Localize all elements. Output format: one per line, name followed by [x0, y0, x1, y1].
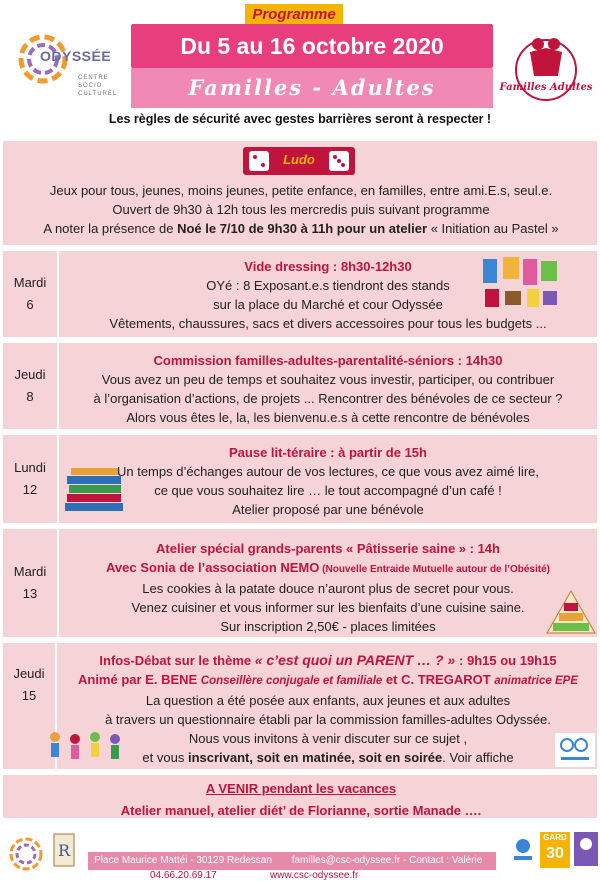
ludo-section: [2, 140, 598, 246]
food-pyramid-icon: [545, 589, 597, 635]
footer-website[interactable]: www.csc-odyssee.fr: [270, 870, 359, 881]
event-line: Vêtements, chaussures, sacs et divers accessoires pour tous les budgets ...: [109, 316, 547, 331]
event-line: Alors vous êtes le, la, les bienvenu.e.s à cette rencontre de bénévoles: [126, 410, 530, 425]
footer-email[interactable]: familles@csc-odyssee.fr - Contact : Valérie: [278, 852, 496, 870]
event-day: Lundi 12: [3, 435, 59, 523]
event-line: Atelier proposé par une bénévole: [232, 502, 424, 517]
event-day: Mardi 6: [3, 251, 59, 337]
event-line: OYé : 8 Exposant.e.s tiendront des stands: [206, 278, 450, 293]
svg-text:R: R: [57, 841, 71, 860]
event-line: Sur inscription 2,50€ - places limitées: [220, 619, 436, 634]
gard-label: GARD: [543, 833, 567, 842]
logo-name: ODYSSÉE: [40, 48, 112, 64]
event-line: Nous vous invitons à venir discuter sur ce sujet ,: [188, 731, 468, 746]
event-subtitle: Avec Sonia de l’association NEMO (Nouvelle Entraide Mutuelle autour de l’Obésité): [106, 560, 550, 575]
event-line: et vous inscrivant, soit en matinée, soit en soirée. Voir affiche: [142, 750, 514, 765]
event-row: [2, 642, 598, 770]
safety-notice: Les règles de sécurité avec gestes barrières seront à respecter !: [108, 112, 492, 126]
event-line: La question a été posée aux enfants, aux jeunes et aux adultes: [145, 693, 511, 708]
event-title: Vide dressing : 8h30-12h30: [244, 259, 412, 274]
avenir-text: Atelier manuel, atelier diét’ de Florianne, sortie Manade ….: [120, 803, 482, 818]
event-row: [2, 250, 598, 338]
logo-subtitle: CENTRE SOCIO CULTUREL: [78, 75, 118, 97]
event-title: Infos-Débat sur le thème « c’est quoi un PARENT … ? » : 9h15 ou 19h15: [99, 652, 557, 668]
caf-logo-icon: [508, 834, 538, 864]
page-subtitle: Familles - Adultes: [188, 75, 436, 100]
programme-label: Programme: [245, 4, 343, 26]
event-line: sur la place du Marché et cour Odyssée: [213, 297, 443, 312]
fam-logo-text: Familles Adultes: [499, 82, 593, 93]
event-line: Vous avez un peu de temps et souhaitez vous investir, participer, ou contribuer: [101, 372, 555, 387]
event-row: [2, 434, 598, 524]
footer-phone[interactable]: 04.66.20.69.17: [150, 870, 217, 881]
ludo-line-1: Jeux pour tous, jeunes, moins jeunes, petite enfance, en familles, entre ami.E.s, seul.e.: [49, 183, 553, 198]
event-line: Venez cuisiner et vous informer sur les bienfaits d’une cuisine saine.: [131, 600, 525, 615]
footer-address: Place Maurice Mattéi - 30129 Redessan: [88, 852, 278, 870]
redessan-logo-icon: [52, 832, 76, 868]
event-day: Jeudi 8: [3, 343, 59, 429]
event-animators: Animé par E. BENE Conseillère conjugale et familiale et C. TREGAROT animatrice EPE: [77, 672, 578, 687]
footer-odyssee-logo-icon: [6, 834, 46, 874]
ludo-line-3: A noter la présence de Noé le 7/10 de 9h30 à 11h pour un atelier « Initiation au Pastel »: [43, 221, 559, 236]
page-title: Du 5 au 16 octobre 2020: [180, 33, 444, 59]
epe-logo-icon: [555, 733, 595, 767]
ludo-badge-label: Ludo: [283, 152, 315, 167]
event-row: [2, 342, 598, 430]
event-title: Pause lit-téraire : à partir de 15h: [229, 445, 427, 460]
event-day: Mardi 13: [3, 529, 59, 637]
event-title: Atelier spécial grands-parents « Pâtisserie saine » : 14h: [156, 541, 500, 556]
event-title: Commission familles-adultes-parentalité-séniors : 14h30: [153, 353, 503, 368]
clothes-icon: [475, 255, 565, 315]
avenir-title: A VENIR pendant les vacances: [205, 781, 397, 796]
familles-adultes-logo-icon: [499, 28, 593, 108]
event-line: ce que vous souhaitez lire … le tout accompagné d’un café !: [154, 483, 502, 498]
event-line: à l’organisation d’actions, de projets ... Rencontrer des bénévoles de ce secteur ?: [93, 391, 563, 406]
family-drawing-icon: [43, 729, 127, 769]
avenir-section: [2, 774, 598, 824]
ludo-line-2: Ouvert de 9h30 à 12h tous les mercredis puis suivant programme: [112, 202, 490, 217]
event-day: Jeudi 15: [3, 643, 57, 769]
ludo-badge: [243, 147, 355, 175]
gard-logo: [540, 832, 570, 868]
event-row: [2, 528, 598, 638]
partner-logo-icon: [574, 832, 598, 866]
event-line: à travers un questionnaire établi par la commission familles-adultes Odyssée.: [105, 712, 551, 727]
event-line: Un temps d’échanges autour de vos lectures, ce que vous avez aimé lire,: [116, 464, 539, 479]
event-line: Les cookies à la patate douce n’auront plus de secret pour vous.: [142, 581, 514, 596]
gard-number: 30: [546, 845, 564, 862]
